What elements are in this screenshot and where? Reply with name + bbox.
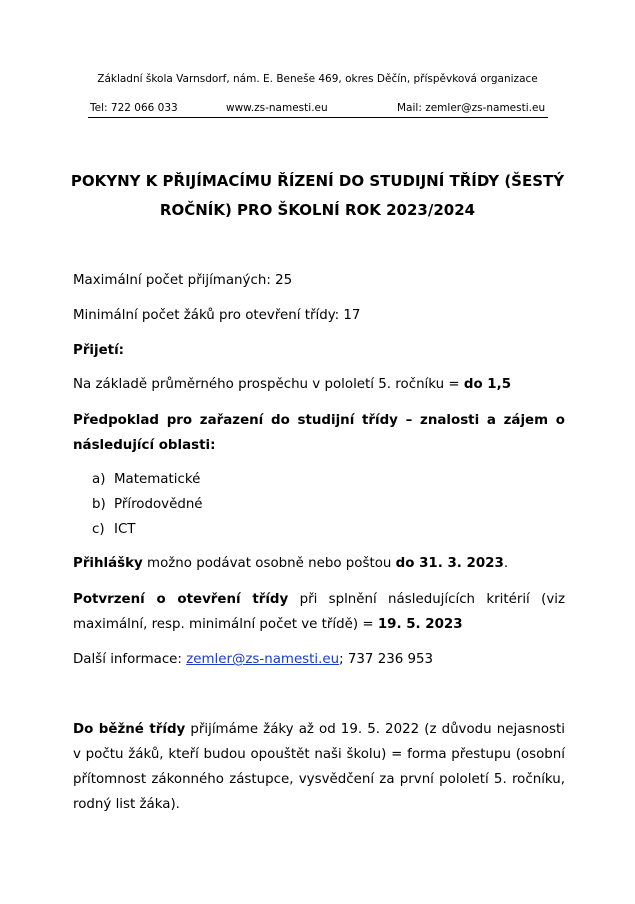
regular-class-paragraph [73,717,565,817]
info-email-link[interactable]: zemler@zs-namesti.eu [186,652,340,667]
min-count: Minimální počet žáků pro otevření třídy: 17 [73,308,361,323]
area-label: Přírodovědné [114,497,203,512]
max-count: Maximální počet přijímaných: 25 [73,273,293,288]
applications-deadline: do 31. 3. 2023 [395,556,504,571]
area-list-item [73,517,565,542]
contact-line [88,102,548,118]
school-header: Základní škola Varnsdorf, nám. E. Beneše 469, okres Děčín, příspěvková organizace [97,73,538,85]
website-text: www.zs-namesti.eu [226,102,328,114]
title-line-1: POKYNY K PŘIJÍMACÍMU ŘÍZENÍ DO STUDIJNÍ TŘÍDY (ŠESTÝ [70,172,565,190]
average-requirement [73,372,565,397]
email-text: Mail: zemler@zs-namesti.eu [397,102,546,114]
area-list-item [73,492,565,517]
area-list-item [73,467,565,492]
info-paragraph [73,647,565,672]
average-value: do 1,5 [463,377,512,392]
info-phone: ; 737 236 953 [339,652,434,667]
list-marker: c) [92,522,105,537]
list-marker: a) [92,472,106,487]
title-line-2: ROČNÍK) PRO ŠKOLNÍ ROK 2023/2024 [159,201,476,219]
applications-text: možno podávat osobně nebo poštou [142,556,396,571]
phone-text: Tel: 722 066 033 [90,102,178,114]
area-label: ICT [114,522,136,537]
confirmation-paragraph [73,587,565,637]
prerequisite: Předpoklad pro zařazení do studijní třídy – znalosti a zájem o následující oblasti: [73,413,565,453]
list-marker: b) [92,497,106,512]
applications-end: . [503,556,509,571]
average-text: Na základě průměrného prospěchu v pololetí 5. ročníku = [73,377,464,392]
admission-label: Přijetí: [73,343,125,358]
area-label: Matematické [114,472,201,487]
info-label: Další informace: [73,652,187,667]
applications-bold: Přihlášky [73,556,143,571]
confirmation-bold: Potvrzení o otevření třídy [73,592,289,607]
confirmation-date: 19. 5. 2023 [377,617,463,632]
document-title [40,167,595,225]
regular-class-bold: Do běžné třídy [73,722,186,737]
regular-class-text: přijímáme žáky až od 19. 5. 2022 (z důvodu nejasnosti v počtu žáků, kteří budou opouštět naši školu) = forma přestupu (osobní přítomnost zákonného zástupce, vysvědčení za první pololetí 5. ročníku, rodný list žáka). [73,722,566,812]
confirmation-text: při splnění následujících kritérií (viz maximální, resp. minimální počet ve třídě) = [73,592,565,632]
applications-paragraph [73,551,565,576]
